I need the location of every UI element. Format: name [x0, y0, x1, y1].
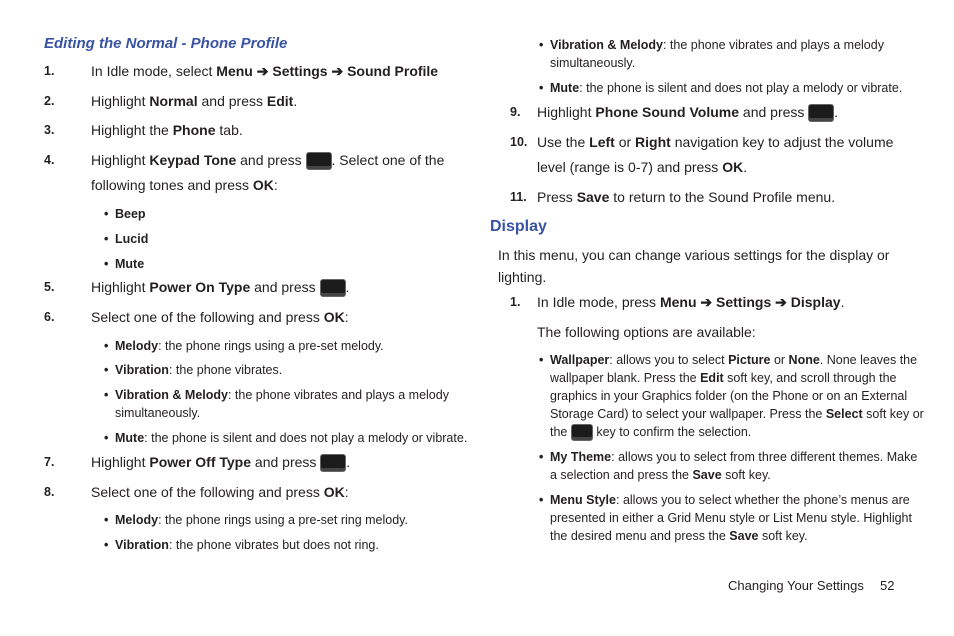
step-number: 1. — [44, 64, 55, 78]
step-number: 6. — [44, 310, 55, 324]
ok-key-icon — [320, 454, 346, 472]
intro-line-1: In this menu, you can change various settings for the display or — [498, 247, 890, 263]
step-number: 2. — [44, 94, 55, 108]
step-text-line2: level (range is 0-7) and press OK. — [537, 159, 748, 175]
step-number: 4. — [44, 153, 55, 167]
intro-line-2: lighting. — [498, 269, 547, 285]
step-text: Select one of the following and press OK: — [91, 309, 349, 325]
page-number: 52 — [880, 578, 895, 593]
step-text: Select one of the following and press OK: — [91, 484, 349, 500]
ok-key-icon — [306, 152, 332, 170]
step-text: Highlight the Phone tab. — [91, 122, 243, 138]
step-text: In Idle mode, press Menu ➔ Settings ➔ Display. — [537, 294, 845, 310]
step-text: Highlight Power On Type and press . — [91, 275, 349, 300]
footer-section: Changing Your Settings — [728, 578, 864, 593]
step-text: Highlight Keypad Tone and press . Select one of the — [91, 148, 444, 173]
options-intro: The following options are available: — [537, 324, 756, 340]
ok-key-icon — [320, 279, 346, 297]
step-text: In Idle mode, select Menu ➔ Settings ➔ Sound Profile — [91, 63, 439, 79]
ok-key-icon — [571, 424, 593, 441]
step-text: Highlight Phone Sound Volume and press . — [537, 100, 838, 125]
step-text: Press Save to return to the Sound Profile menu. — [537, 189, 836, 205]
step-number: 3. — [44, 123, 55, 137]
step-number: 5. — [44, 280, 55, 294]
step-number: 9. — [510, 105, 521, 119]
ok-key-icon — [808, 104, 834, 122]
section-title: Display — [490, 218, 547, 235]
step-number: 8. — [44, 485, 55, 499]
step-number: 10. — [510, 135, 528, 149]
step-text: Highlight Normal and press Edit. — [91, 93, 298, 109]
step-text: Use the Left or Right navigation key to adjust the volume — [537, 134, 894, 150]
step-number: 11. — [510, 190, 527, 204]
subsection-title: Editing the Normal - Phone Profile — [44, 35, 288, 52]
step-number: 1. — [510, 295, 521, 309]
step-text-line2: following tones and press OK: — [91, 177, 278, 193]
step-text: Highlight Power Off Type and press . — [91, 450, 350, 475]
step-number: 7. — [44, 455, 55, 469]
